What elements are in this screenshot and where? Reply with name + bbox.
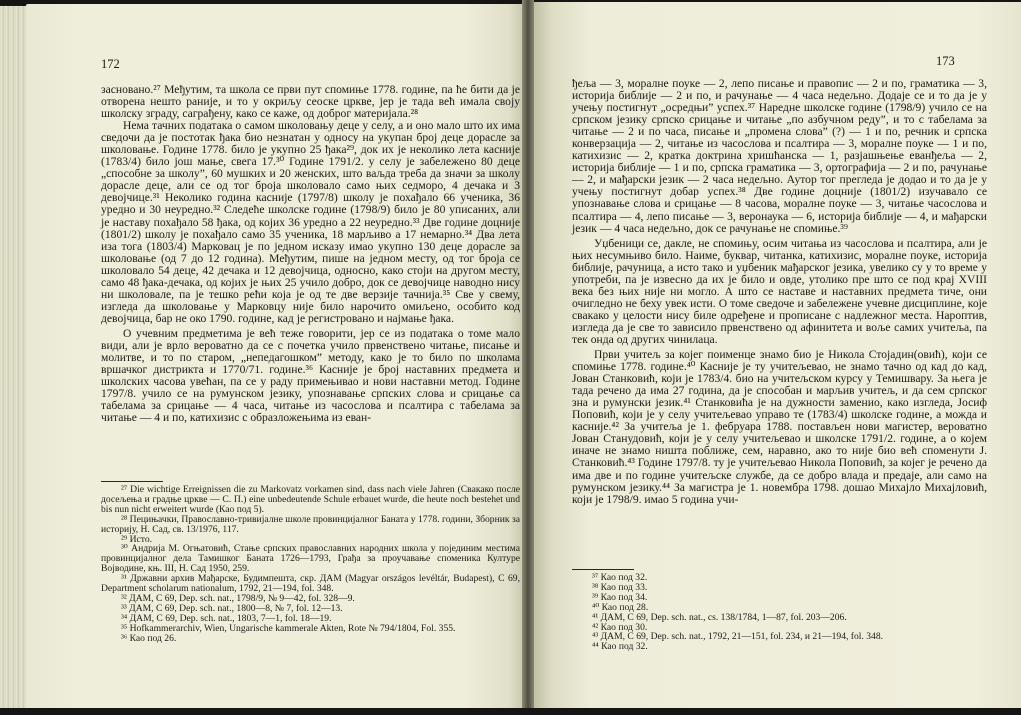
left-footnotes xyxy=(101,485,520,644)
footnote: ³⁷ Као под 32. xyxy=(592,572,648,583)
left-page xyxy=(26,4,524,710)
right-page xyxy=(532,2,1021,708)
footnote: ³⁵ Hofkammerarchiv, Wien, Ungarische kammerale Akten, Rote № 794/1804, Fol. 355. xyxy=(121,622,456,634)
paragraph: ђеља — 3, моралне поуке — 2, лепо писање и правопис — 2 и по, граматика — 3, историја библије — 2 и по, и рачунање — 4 часа недељно. Додаје се и то да је у учењу постигнут „осредњи” успех.³⁷ Наредне школске године (1798/9) учило се на српском језику српско срицање и читање „по азбучном реду”, и то с табелама за читање — 2 и по часа, писање и „промена слова” (?) — 1 и по, речник и српска конверзација — 2, читање из часослова и псалтира — 3, моралне поуке — 1 и по, катихизис — 2, кратка доктрина хришћанска — 1, разјашњење еванђеља — 2, историја библије — 1 и по, српска граматика — 3, ортографија — 2 и по, рачунање — 2, и мађарски језик — 2 часа недељно. Аутор тог прегледа је додао и то да је у учењу постигнут добар успех.³⁸ Две године доцније (1801/2) изучавало се упознавање слова и срицање — 8 часова, моралне поуке — 3, читање часослова и псалтира — 4, лепо писање — 3, веронаука — 6, историја библије — 4, и мађарски језик — 4 часа недељно, док се рачунање не спомиње.³⁹ xyxy=(572,77,987,235)
footnote: ³⁰ Андрија М. Огњатовић, Стање српских православних народних школа у појединим местима провинцијалног дела Тамишког Баната 1726—1793, Грађа за проучавање споменика Културе Војводине, књ. III, Н. Сад 1950, 259. xyxy=(101,543,520,575)
footnote: ³² ДАМ, C 69, Dep. sch. nat., 1798/9, № 9—42, fol. 328—9. xyxy=(121,592,355,604)
footnote-rule xyxy=(101,481,163,482)
paragraph: Први учитељ за којег поименце знамо био је Никола Стојадин(овић), који се спомиње 1778. године.⁴⁰ Касније је ту учитељевао, не знамо тачно од кад до кад, Јован Станковић, који је 1783/4. био на учитељском курсу у Темишвару. За њега је тада речено да има 27 година, да је способан и марљив учитељ, и да сем српског зна и румунски језик.⁴¹ Станковића је на дужности заменио, како изгледа, Јосиф Поповић, који је у селу учитељевао управо те (1783/4) школске године, а можда и касније.⁴² За учитеља је 1. фебруара 1788. постављен нови магистер, вероватно Јован Станудовић, који је у селу учитељевао и школске 1791/2. године, а о којем иначе не знамо ништа поближе, сем, наравно, ако то није био већ споменути Ј. Станковић.⁴³ Године 1797/8. ту је учитељевао Никола Поповић, за којег је речено да има две и по године учитељске службе, да се добро влада и предаје, али само на румунском језику.⁴⁴ За магистра је 1. новембра 1798. дошао Михајло Михајловић, који је 1798/9. имао 5 година учи- xyxy=(572,348,987,506)
footnote: ²⁷ Die wichtige Erreignissen die zu Markovatz vorkamen sind, dass nach viele Jahren (Свакако после досељења и градње цркве — С. П.) eine unbedeutende Schule erbauet wurde, die heute noch bestehet und bis nun nicht erweitert wurde (Као под 5). xyxy=(101,484,520,515)
paragraph: засновано.²⁷ Међутим, та школа се први пут спомиње 1778. године, па ће бити да је отворена нешто раније, и то у окриљу сеоске цркве, јер је тада већ имала своју школску зграду, саграђену, како се каже, од доброг материјала.²⁸ xyxy=(101,83,520,121)
footnote: ⁴⁰ Као под 28. xyxy=(592,601,649,613)
page-number-right: 173 xyxy=(936,54,955,68)
footnote: ³¹ Државни архив Мађарске, Будимпешта, скр. ДАМ (Magyar országos levéltár, Budapest), C 69, Department scholarum nationalum, 1792, 21—194, fol. 348. xyxy=(101,573,520,595)
scan-bottom-border xyxy=(0,708,1021,715)
right-body xyxy=(572,78,987,506)
footnote: ⁴⁴ Као под 32. xyxy=(592,641,648,653)
footnote: ³⁶ Као под 26. xyxy=(121,632,177,644)
footnote: ⁴³ ДАМ, C 69, Dep. sch. nat., 1792, 21—151, fol. 234, и 21—194, fol. 348. xyxy=(592,631,884,643)
footnote: ⁴¹ ДАМ, C 69, Dep. sch. nat., cs. 138/1784, 1—87, fol. 203—206. xyxy=(592,611,847,623)
book-gutter xyxy=(522,0,534,715)
footnote: ³⁹ Као под 34. xyxy=(592,591,648,603)
footnote: ³³ ДАМ, C 69, Dep. sch. nat., 1800—8, № 7, fol. 12—13. xyxy=(121,602,343,614)
footnote: ²⁸ Пецињачки, Православно-тривијалне школе провинцијалног Баната у 1778. години, Зборник за историју, Н. Сад, св. 13/1976, 117. xyxy=(101,513,520,535)
right-footnotes xyxy=(572,573,987,652)
footnote: ⁴² Као под 30. xyxy=(592,621,648,633)
paragraph: Нема тачних података о самом школовању деце у селу, а и оно мало што их има сведочи да је постотак ђака био незнатан у односу на укупан број деце дорасле за школовање. Године 1778. било је укупно 25 ђака²⁹, док их је неколико лета касније (1783/4) било још мање, свега 17.³⁰ Године 1791/2. у селу је забележено 80 деце „способне за школу”, 60 мушких и 20 женских, што ваљда треба да значи за школу дорасле деце, али се од тог броја школовало само њих седморо, 4 дечака и 3 девојчице.³¹ Неколико година касније (1797/8) школу је похађало 66 ученика, 36 уредно и 30 неуредно.³² Следеће школске године (1798/9) било је 80 уписаних, али је наставу похађало 58 ђака, од којих 36 уредно а 22 неуредно.³³ Две године доцније (1801/2) школу је похађало само 35 ученика, 18 марљиво а 17 немарно.³⁴ Два лета иза тога (1803/4) Марковац је по једном исказу имао укупно 130 деце дорасле за школовање (од 7 до 12 година). Међутим, пише на једном месту, од тог броја се школовало 54 деце, 42 дечака и 12 девојчица, односно, како стоји на другом месту, само 48 ђака-дечака, од којих је њих 25 учило добро, док се девојчице наводно нису ни школовале, па је тешко рећи која је од те две верзије тачнија.³⁵ Све у свему, изгледа да школовање у Марковцу није било нарочито омиљено, особито код девојчица, бар не око 1790. године, кад је регистровано и најмање ђака. xyxy=(101,119,520,325)
footnote: ³⁴ ДАМ, C 69, Dep. sch. nat., 1803, 7—1, fol. 18—19. xyxy=(121,612,332,624)
footnote: ²⁹ Исто. xyxy=(121,533,153,545)
footnote: ³⁸ Као под 33. xyxy=(592,581,648,593)
left-body xyxy=(101,84,520,424)
paragraph: Уџбеници се, дакле, не спомињу, осим читања из часослова и псалтира, али је њих несумњиво било. Наиме, буквар, читанка, катихизис, моралне поуке, историја библије, рачуница, а исто тако и уџбеник мађарског језика, увелико су у то време у употреби, па је извесно да их је било и овде, утолико пре што се под крај XVIII века без њих није ни могло. А што се наставе и наставних предмета тиче, они очигледно не беху увек исти. О томе сведоче и забележене учевне дисциплине, које свакако у целости нису биле одређене и прописане с надлежног места. Нароптив, изгледа да је све то зависило првенствено од афинитета и воље самих учитеља, па тек онда од других чинилаца. xyxy=(572,236,987,346)
footnote-rule xyxy=(572,569,634,570)
paragraph: О учевним предметима је већ теже говорити, јер се из података о томе мало види, али је врло вероватно да се с почетка учило првенствено читање, писање и молитве, и то по старом, „непедагошком” методу, како је то било по школама вршачког дистрикта и 1770/71. године.³⁶ Касније је број наставних предмета и школских часова увећан, па се у раду примењивао и нови наставни метод. Године 1797/8. учило се на румунском језику, упознавање српских слова и срицање са табелама за срицање — 4 часа, читање из часослова и псалтира с табелама за читање — 4 и по, катихизис с образложењима из еван- xyxy=(101,326,520,425)
page-number-left: 172 xyxy=(101,57,120,71)
